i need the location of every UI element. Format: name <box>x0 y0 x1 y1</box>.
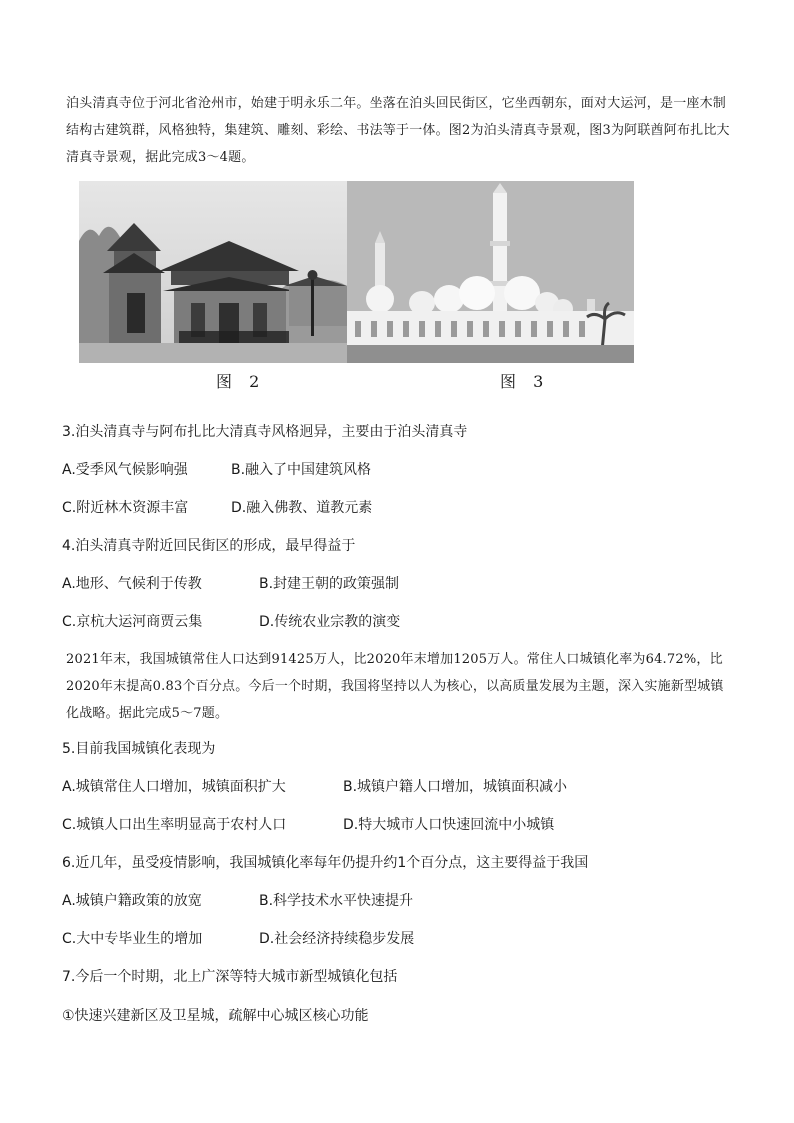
question-4-stem: 4.泊头清真寺附近回民街区的形成，最早得益于 <box>62 538 356 554</box>
question-6-option-d: D.社会经济持续稳步发展 <box>259 931 415 947</box>
question-7-stem: 7.今后一个时期，北上广深等特大城市新型城镇化包括 <box>62 969 398 985</box>
figure-2-caption: 图 2 <box>216 372 266 391</box>
question-4-option-c: C.京杭大运河商贾云集 <box>62 614 203 630</box>
question-3-option-c: C.附近林木资源丰富 <box>62 500 189 516</box>
question-4-option-d: D.传统农业宗教的演变 <box>259 614 401 630</box>
question-4-option-a: A.地形、气候利于传教 <box>62 576 202 592</box>
question-3-option-b: B.融入了中国建筑风格 <box>231 462 372 478</box>
abu-dhabi-mosque-image <box>347 181 634 363</box>
question-3-option-a: A.受季风气候影响强 <box>62 462 188 478</box>
question-3-option-d: D.融入佛教、道教元素 <box>231 500 373 516</box>
question-4-option-b: B.封建王朝的政策强制 <box>259 576 400 592</box>
question-3-stem: 3.泊头清真寺与阿布扎比大清真寺风格迥异，主要由于泊头清真寺 <box>62 424 468 440</box>
question-5-option-c: C.城镇人口出生率明显高于农村人口 <box>62 817 287 833</box>
figure-3-caption: 图 3 <box>500 372 550 391</box>
question-6-option-a: A.城镇户籍政策的放宽 <box>62 893 202 909</box>
question-5-option-d: D.特大城市人口快速回流中小城镇 <box>343 817 555 833</box>
passage-intro-5-7: 2021年末，我国城镇常住人口达到91425万人，比2020年末增加1205万人。常住人口城镇化率为64.72%，比2020年末提高0.83个百分点。今后一个时期，我国将坚持以人为核心，以高质量发展为主题，深入实施新型城镇化战略。据此完成5～7题。 <box>66 652 724 721</box>
question-6-stem: 6.近几年，虽受疫情影响，我国城镇化率每年仍提升约1个百分点，这主要得益于我国 <box>62 855 589 871</box>
passage-intro-3-4: 泊头清真寺位于河北省沧州市，始建于明永乐二年。坐落在泊头回民街区，它坐西朝东，面对大运河，是一座木制结构古建筑群，风格独特，集建筑、雕刻、彩绘、书法等于一体。图2为泊头清真寺景观，图3为阿联酋阿布扎比大清真寺景观，据此完成3～4题。 <box>66 96 730 165</box>
question-6-option-c: C.大中专毕业生的增加 <box>62 931 203 947</box>
question-7-item-1: ①快速兴建新区及卫星城，疏解中心城区核心功能 <box>62 1008 369 1024</box>
question-6-option-b: B.科学技术水平快速提升 <box>259 893 414 909</box>
question-5-stem: 5.目前我国城镇化表现为 <box>62 741 216 757</box>
botou-mosque-image <box>79 181 347 363</box>
figure-3-photo <box>347 181 634 363</box>
question-5-option-a: A.城镇常住人口增加，城镇面积扩大 <box>62 779 286 795</box>
question-5-option-b: B.城镇户籍人口增加，城镇面积减小 <box>343 779 568 795</box>
figure-2-photo <box>79 181 347 363</box>
